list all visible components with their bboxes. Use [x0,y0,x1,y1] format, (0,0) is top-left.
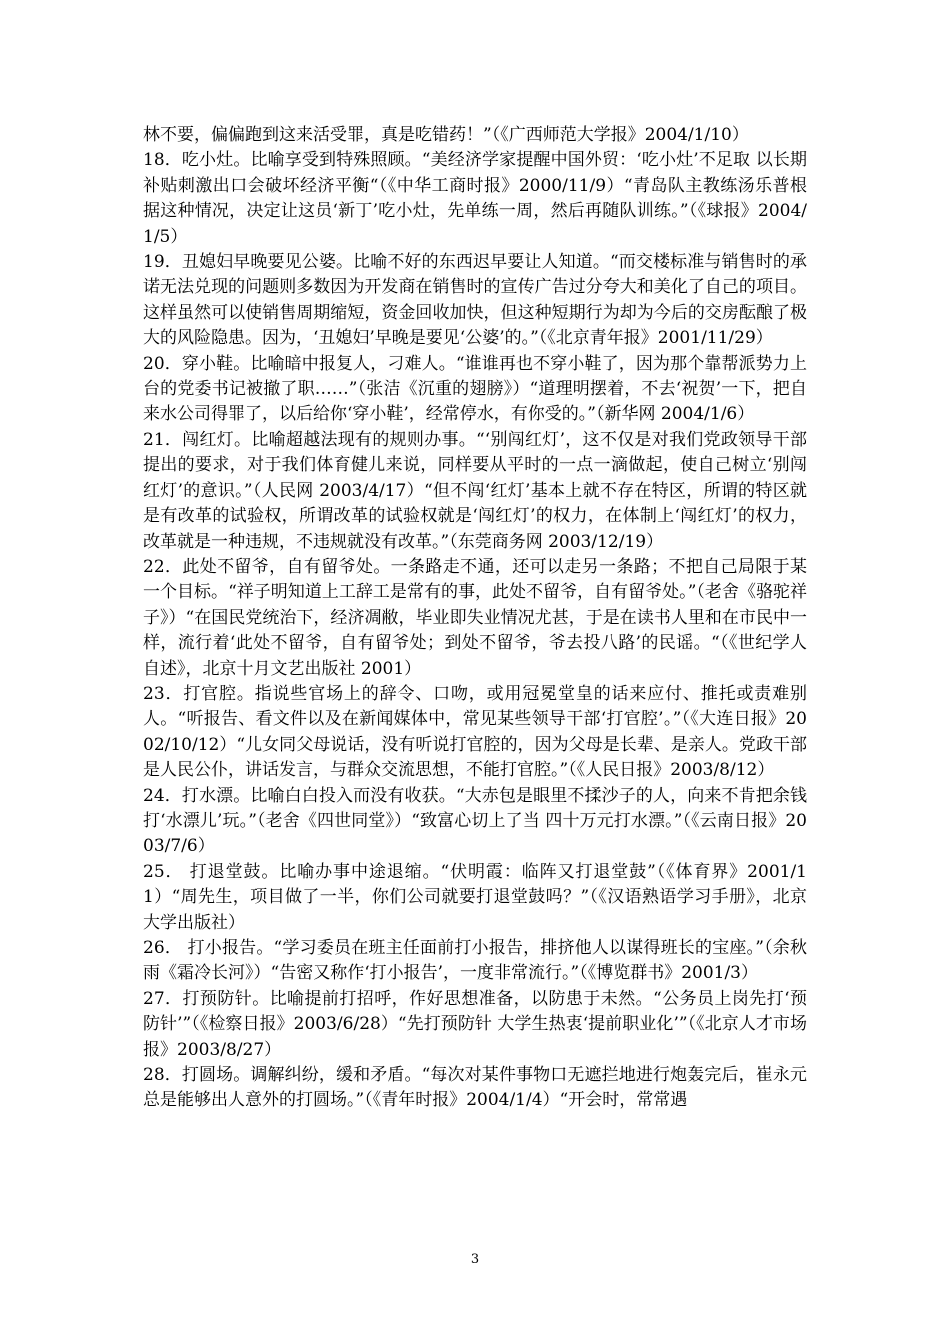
entry-20-chuan-xiao-xie: 20．穿小鞋。比喻暗中报复人，刁难人。“谁谁再也不穿小鞋了，因为那个靠帮派势力上台的党委书记被撤了职……”（张洁《沉重的翅膀》）“道理明摆着，不去‘祝贺’一下，把自来水公司得罪了，以后给你‘穿小鞋’，经常停水，有你受的。”（新华网 2004/1/6） [143,353,807,425]
entry-24-da-shui-piao: 24．打水漂。比喻白白投入而没有收获。“大赤包是眼里不揉沙子的人，向来不肯把余钱打‘水漂儿’玩。”（老舍《四世同堂》）“致富心切上了当 四十万元打水漂。”（《云南日报》2003/7/6） [143,785,807,857]
entry-28-da-yuan-chang: 28．打圆场。调解纠纷，缓和矛盾。“每次对某件事物口无遮拦地进行炮轰完后，崔永元总是能够出人意外的打圆场。”（《青年时报》2004/1/4）“开会时，常常遇 [143,1065,807,1111]
paragraph-continuation: 林不要，偏偏跑到这来活受罪，真是吃错药！”（《广西师范大学报》2004/1/10） [143,125,749,145]
entry-25-da-tui-tang-gu: 25． 打退堂鼓。比喻办事中途退缩。“伏明霞：临阵又打退堂鼓”（《体育界》2001/11）“周先生，项目做了一半，你们公司就要打退堂鼓吗？”（《汉语熟语学习手册》，北京大学出版社） [143,861,807,933]
entry-27-da-yu-fang-zhen: 27．打预防针。比喻提前打招呼，作好思想准备，以防患于未然。“公务员上岗先打‘预防针’”（《检察日报》2003/6/28）“先打预防针 大学生热衷‘提前职业化’”（《北京人才市场报》2003/8/27） [143,988,807,1060]
entry-22-ci-chu-bu-liu-ye: 22．此处不留爷，自有留爷处。一条路走不通，还可以走另一条路；不把自己局限于某一个目标。“祥子明知道上工辞工是常有的事，此处不留爷，自有留爷处。”（老舍《骆驼祥子》）“在国民党统治下，经济凋敝，毕业即失业情况尤甚，于是在读书人里和在市民中一样，流行着‘此处不留爷，自有留爷处；到处不留爷，爷去投八路’的民谣。“（《世纪学人自述》，北京十月文艺出版社 2001） [143,556,807,679]
entry-26-da-xiao-bao-gao: 26． 打小报告。“学习委员在班主任面前打小报告，排挤他人以谋得班长的宝座。”（余秋雨《霜冷长河》）“告密又称作‘打小报告’，一度非常流行。”（《博览群书》2001/3） [143,938,807,984]
entry-21-chuang-hong-deng: 21．闯红灯。比喻超越法现有的规则办事。“‘别闯红灯’，这不仅是对我们党政领导干部提出的要求，对于我们体育健儿来说，同样要从平时的一点一滴做起，使自己树立‘别闯红灯’的意识。”（人民网 2003/4/17）“但不闯‘红灯’基本上就不存在特区，所谓的特区就是有改革的试验权，所谓改革的试验权就是‘闯红灯’的权力，在体制上‘闯红灯’的权力，改革就是一种违规，不违规就没有改革。”（东莞商务网 2003/12/19） [143,429,807,552]
entry-18-chi-xiao-zao: 18．吃小灶。比喻享受到特殊照顾。“美经济学家提醒中国外贸：‘吃小灶’不足取 以长期补贴刺激出口会破坏经济平衡“（《中华工商时报》2000/11/9）“青岛队主教练汤乐普根据这种情况，决定让这员‘新丁’吃小灶，先单练一周，然后再随队训练。”（《球报》2004/1/5） [143,150,807,247]
document-body [143,123,807,1114]
page-number: 3 [470,1252,480,1267]
entry-23-da-guan-qiang: 23．打官腔。指说些官场上的辞令、口吻，或用冠冕堂皇的话来应付、推托或责难别人。“听报告、看文件以及在新闻媒体中，常见某些领导干部‘打官腔’。”（《大连日报》2002/10/12）“儿女同父母说话，没有听说打官腔的，因为父母是长辈、是亲人。党政干部是人民公仆，讲话发言，与群众交流思想，不能打官腔。”（《人民日报》2003/8/12） [143,683,807,781]
entry-19-chou-xi-fu: 19．丑媳妇早晚要见公婆。比喻不好的东西迟早要让人知道。“而交楼标准与销售时的承诺无法兑现的问题则多数因为开发商在销售时的宣传广告过分夸大和美化了自己的项目。这样虽然可以使销售周期缩短，资金回收加快，但这种短期行为却为今后的交房酝酿了极大的风险隐患。因为，‘丑媳妇’早晚是要见‘公婆’的。”（《北京青年报》2001/11/29） [143,252,807,349]
